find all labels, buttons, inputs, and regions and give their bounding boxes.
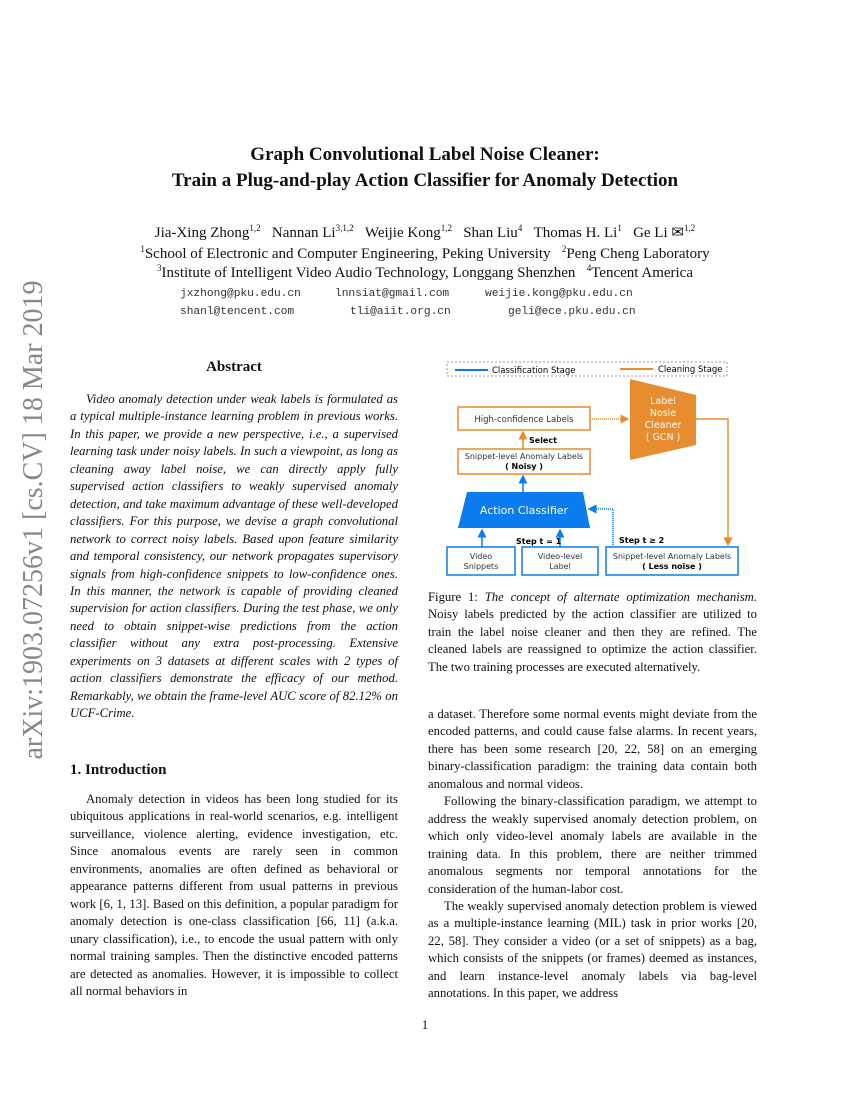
email: tli@aiit.org.cn — [350, 306, 451, 318]
high-confidence-label: High-confidence Labels — [474, 415, 574, 425]
abstract-heading: Abstract — [206, 359, 262, 375]
author-affiliation: 1,2 — [249, 223, 261, 233]
author-affiliation: 1,2 — [683, 223, 696, 233]
legend-cleaning: Cleaning Stage — [658, 365, 723, 375]
gcn-text: ( GCN ) — [645, 432, 681, 443]
gcn-text: Label — [650, 396, 676, 407]
noisy-label-2: ( Noisy ) — [505, 462, 543, 471]
aff-num: 1 — [140, 244, 145, 254]
paragraph: Following the binary-classification paradigm, we attempt to address the weakly supervised anomaly detection problem, on which only video-level anomaly labels are available in the training data. In this problem, there are neither trimmed anomalous segments nor temporal annotations for the consideration of the human-labor cost. — [428, 794, 757, 896]
title-line-2: Train a Plug-and-play Action Classifier for Anomaly Detection — [171, 170, 679, 191]
affiliation: Peng Cheng Laboratory — [566, 246, 710, 262]
action-classifier-label: Action Classifier — [479, 504, 569, 517]
gcn-text: Nosie — [649, 408, 677, 419]
intro-text: Anomaly detection in videos has been long studied for its ubiquitous applications in real-world scenarios, e.g. intelligent surveillance, violence alerting, evidence investigation, etc. Since anomalous events are rarely seen in common environments, anomalies are often defined as behavioral or appearance patterns different from usual patterns in previous work [6, 1, 13]. Based on this definition, a popular paradigm for anomaly detection is one-class classification [66, 11] (a.k.a. unary classification), i.e., to encode the usual pattern with only normal training samples. Then the distinctive encoded patterns are detected as anomalies. However, it is impossible to collect all normal behaviors in — [70, 792, 398, 998]
step2-arrow — [589, 509, 613, 547]
less-noise-text-2: ( Less noise ) — [642, 562, 702, 571]
video-label-text: Label — [549, 562, 571, 571]
author: Shan Liu — [463, 225, 518, 241]
aff-num: 2 — [561, 244, 567, 254]
abstract-text: Video anomaly detection under weak labels is formulated as a typical multiple-instance learning problem in previous works. In this paper, we provide a new perspective, i.e., a supervised learning task under noisy labels. In such a viewpoint, as long as cleaning away label noise, we can directly apply fully supervised action classifiers to weakly supervised anomaly detection, and take maximum advantage of these well-developed classifiers. For this purpose, we devise a graph convolutional network to correct noisy labels. Based upon feature similarity and temporal consistency, our network propagates supervisory signals from high-confidence snippets to low-confidence ones. In this manner, the network is capable of providing cleaned supervision for action classifiers. During the test phase, we only need to obtain snippet-wise predictions from the action classifier without any extra post-processing. Extensive experiments on 3 datasets at different scales with 2 types of action classifiers demonstrate the efficacy of our method. Remarkably, we obtain the frame-level AUC score of 82.12% on UCF-Crime. — [70, 392, 398, 721]
step2-label: Step t ≥ 2 — [619, 536, 665, 545]
email: geli@ece.pku.edu.cn — [508, 306, 636, 318]
legend-classification: Classification Stage — [492, 366, 576, 376]
author: Nannan Li — [271, 225, 336, 241]
less-noise-text-1: Snippet-level Anomaly Labels — [612, 552, 732, 561]
title-line-1: Graph Convolutional Label Noise Cleaner: — [250, 144, 600, 165]
step1-label: Step t = 1 — [516, 537, 562, 546]
author-affiliation: 3,1,2 — [335, 223, 354, 233]
author: Jia-Xing Zhong — [154, 225, 250, 241]
affiliation: Institute of Intelligent Video Audio Technology, Longgang Shenzhen — [161, 265, 576, 281]
caption-title: The concept of alternate optimization mechanism. — [484, 590, 757, 604]
paragraph: a dataset. Therefore some normal events might deviate from the encoded patterns, and could cause false alarms. In recent years, there has been some research [20, 22, 58] on an emerging binary-classification paradigm: the training data contain both anomalous and normal videos. — [428, 707, 757, 791]
noisy-label-1: Snippet-level Anomaly Labels — [464, 452, 584, 461]
gcn-text: Cleaner — [644, 420, 682, 431]
author-affiliation: 4 — [517, 223, 523, 233]
page-number: 1 — [421, 1017, 429, 1032]
intro-heading: 1. Introduction — [70, 762, 167, 778]
author-affiliation: 1,2 — [440, 223, 452, 233]
author-affiliation: 1 — [617, 223, 622, 233]
affiliation: Tencent America — [591, 265, 694, 281]
arrow-gcn-to-labels — [696, 419, 728, 545]
paragraph: The weakly supervised anomaly detection problem is viewed as a multiple-instance learning (MIL) task in prior works [20, 22, 58]. They consider a video (or a set of snippets) as a bag, which consists of the snippets (or frames) deemed as instances, and learn instance-level anomaly labels via bag-level annotations. In this paper, we address — [428, 898, 757, 1001]
email: jxzhong@pku.edu.cn — [180, 288, 301, 300]
video-snippets-text: Video — [469, 552, 493, 561]
figure-caption — [428, 589, 757, 676]
aff-num: 4 — [586, 263, 592, 273]
author: Ge Li ✉ — [633, 225, 684, 241]
right-column-body — [428, 706, 757, 1003]
video-snippets-text: Snippets — [463, 562, 499, 571]
author: Weijie Kong — [364, 225, 441, 241]
arxiv-stamp: arXiv:1903.07256v1 [cs.CV] 18 Mar 2019 — [18, 280, 49, 760]
email: shanl@tencent.com — [180, 306, 295, 318]
caption-label: Figure 1: — [428, 590, 485, 604]
email: weijie.kong@pku.edu.cn — [485, 288, 633, 300]
affiliation: School of Electronic and Computer Engineering, Peking University — [144, 246, 551, 262]
video-label-text: Video-level — [537, 552, 583, 561]
aff-num: 3 — [156, 263, 162, 273]
email: lnnsiat@gmail.com — [335, 288, 450, 300]
author: Thomas H. Li — [533, 225, 618, 241]
caption-text: Noisy labels predicted by the action classifier are utilized to train the label noise cleaner and then they are refined. The cleaned labels are reassigned to optimize the action classifier. The two training processes are executed alternatively. — [428, 607, 757, 674]
select-label: Select — [529, 436, 557, 445]
